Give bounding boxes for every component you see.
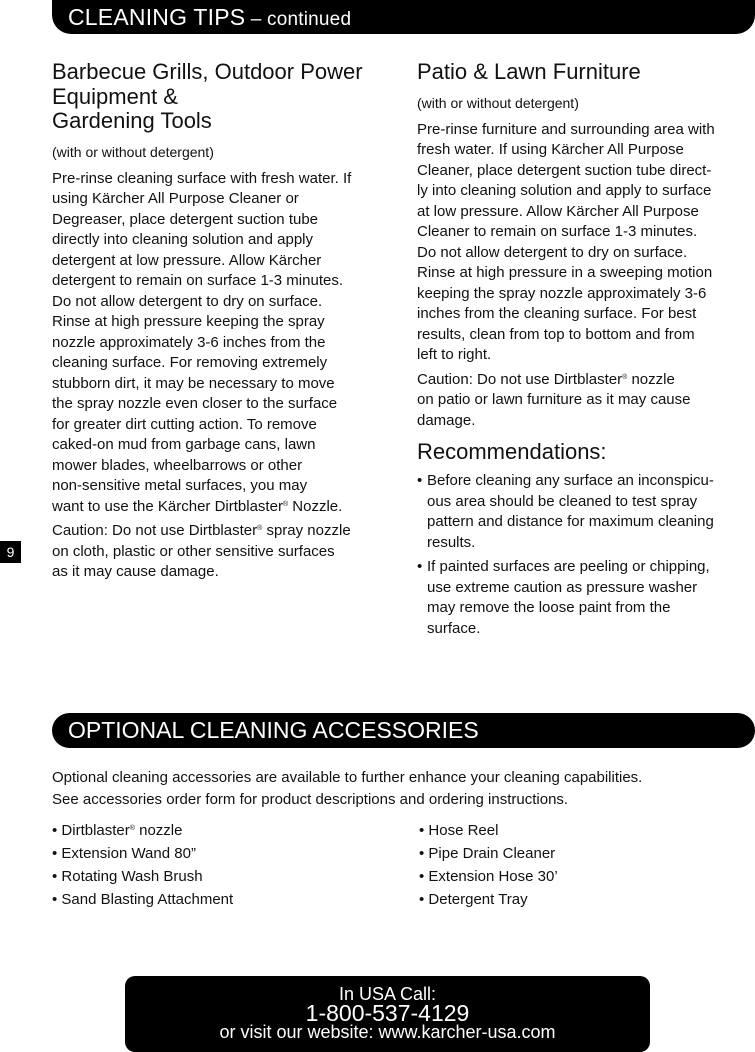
recommendations-list bbox=[417, 471, 753, 639]
list-item: • Rotating Wash Brush bbox=[52, 868, 203, 885]
page-number: 9 bbox=[0, 541, 21, 563]
list-item: • Extension Hose 30’ bbox=[419, 868, 558, 885]
accessories-banner bbox=[52, 713, 755, 748]
cleaning-tips-title: CLEANING TIPS – continued bbox=[68, 4, 352, 30]
bbq-caution: Caution: Do not use Dirtblaster® spray nozzle on cloth, plastic or other sensitive surfaces as it may cause damage. bbox=[52, 522, 351, 580]
call-label: In USA Call: bbox=[338, 984, 437, 1004]
list-item: • Sand Blasting Attachment bbox=[52, 891, 234, 908]
accessories-intro: Optional cleaning accessories are available to further enhance your cleaning capabilities. See accessories order form for product descriptions and ordering instructions. bbox=[52, 769, 643, 808]
patio-body: Pre-rinse furniture and surrounding area with fresh water. If using Kärcher All Purpose Cleaner, place detergent suction tube direct- ly into cleaning solution and apply to surface at low pressure. Allow Kärcher All Purpose Cleaner to remain on surface 1-3 minutes. Do not allow detergent to dry on surface. Rinse at high pressure in a sweeping motion keeping the spray nozzle approximately 3-6 inches from the cleaning surface. For best results, clean from top to bottom and from left to right. bbox=[417, 120, 715, 363]
accessories-title: OPTIONAL CLEANING ACCESSORIES bbox=[68, 717, 479, 743]
patio-section bbox=[417, 60, 753, 643]
cleaning-tips-banner bbox=[52, 0, 755, 34]
recommendations-heading: Recommendations: bbox=[417, 439, 607, 464]
accessories-list-left bbox=[52, 819, 392, 911]
accessories-list-right bbox=[419, 819, 739, 911]
bbq-body: Pre-rinse cleaning surface with fresh water. If using Kärcher All Purpose Cleaner or Degreaser, place detergent suction tube directly into cleaning solution and apply detergent at low pressure. Allow Kärcher detergent to remain on surface 1-3 minutes. Do not allow detergent to dry on surface. Rinse at high pressure keeping the spray nozzle approximately 3-6 inches from the cleaning surface. For removing extremely stubborn dirt, it may be necessary to move the spray nozzle even closer to the surface for greater dirt cutting action. To remove caked-on mud from garbage cans, lawn mower blades, wheelbarrows or other non-sensitive metal surfaces, you may want to use the Kärcher Dirtblaster® Nozzle. bbox=[52, 169, 352, 515]
list-item: • Extension Wand 80” bbox=[52, 845, 196, 862]
bbq-section bbox=[52, 60, 392, 587]
list-item: • Hose Reel bbox=[419, 822, 499, 839]
bbq-subheading: (with or without detergent) bbox=[52, 143, 214, 160]
list-item: • If painted surfaces are peeling or chipping, use extreme caution as pressure washer may remove the loose paint from the surface. bbox=[417, 557, 753, 639]
website-line[interactable]: or visit our website: www.karcher-usa.com bbox=[219, 1022, 556, 1042]
list-item: • Before cleaning any surface an inconspicu- ous area should be cleaned to test spray pattern and distance for maximum cleaning results. bbox=[417, 471, 753, 553]
patio-subheading: (with or without detergent) bbox=[417, 94, 579, 111]
list-item: • Detergent Tray bbox=[419, 891, 528, 908]
list-item: • Pipe Drain Cleaner bbox=[419, 845, 556, 862]
patio-caution: Caution: Do not use Dirtblaster® nozzle on patio or lawn furniture as it may cause damage. bbox=[417, 370, 691, 429]
patio-heading: Patio & Lawn Furniture bbox=[417, 59, 641, 84]
list-item: • Dirtblaster® nozzle bbox=[52, 822, 183, 839]
bbq-heading: Barbecue Grills, Outdoor Power Equipment & Gardening Tools bbox=[52, 59, 363, 133]
phone-number[interactable]: 1-800-537-4129 bbox=[305, 1000, 470, 1026]
contact-box bbox=[125, 976, 650, 1052]
